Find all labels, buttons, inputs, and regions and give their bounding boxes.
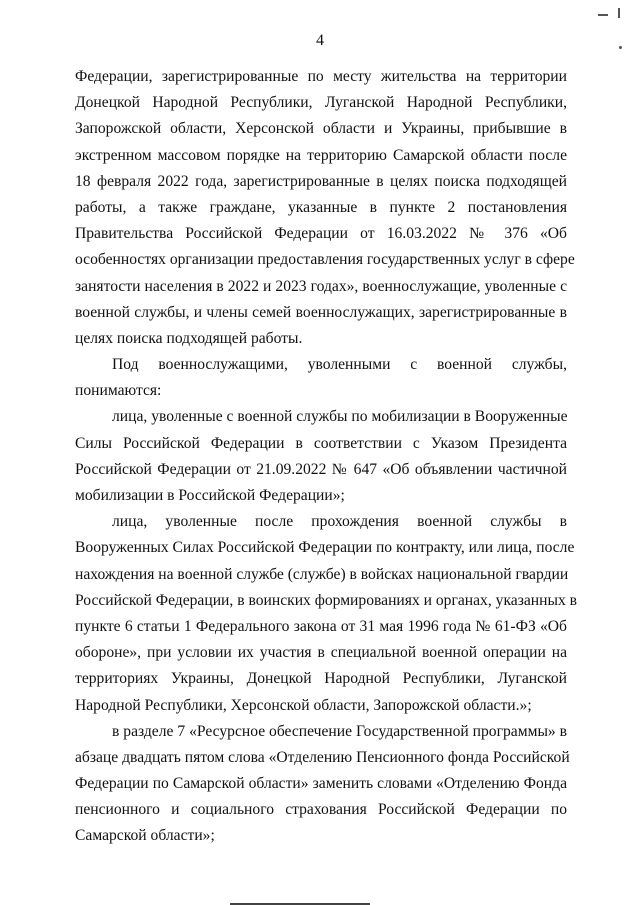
text-line: Российской Федерации, в воинских формированиях и органах, указанных в	[75, 591, 578, 609]
text-line: Российской Федерации от 21.09.2022 № 647 «Об объявлении частичной	[75, 460, 567, 478]
text-line: работы, а также граждане, указанные в пункте 2 постановления	[75, 198, 567, 216]
scan-artifact	[598, 14, 608, 16]
text-line: мобилизации в Российской Федерации»;	[75, 487, 345, 504]
text-line: нахождения на военной службе (службе) в войсках национальной гвардии	[75, 565, 569, 583]
text-line: территориях Украины, Донецкой Народной Республики, Луганской	[75, 670, 567, 688]
text-line: 18 февраля 2022 года, зарегистрированные в целях поиска подходящей	[75, 172, 567, 190]
document-body	[75, 64, 578, 850]
text-line: военной службы, и члены семей военнослужащих, зарегистрированные в	[75, 303, 567, 321]
text-line: Донецкой Народной Республики, Луганской Народной Республики,	[75, 94, 567, 112]
text-line: Народной Республики, Херсонской области, Запорожской области.»;	[75, 696, 532, 714]
text-line: Правительства Российской Федерации от 16.03.2022 № 376 «Об	[75, 225, 567, 243]
text-line: пункте 6 статьи 1 Федерального закона от 31 мая 1996 года № 61-ФЗ «Об	[75, 617, 567, 635]
text-line: Силы Российской Федерации в соответствии с Указом Президента	[75, 434, 567, 452]
text-line: абзаце двадцать пятом слова «Отделению Пенсионного фонда Российской	[75, 748, 570, 766]
text-line: лица, уволенные после прохождения военной службы в	[112, 513, 567, 531]
text-line: Самарской области»;	[75, 827, 215, 845]
text-line: Вооруженных Силах Российской Федерации по контракту, или лица, после	[75, 539, 575, 557]
text-line: экстренном массовом порядке на территорию Самарской области после	[75, 146, 567, 164]
text-line: понимаются:	[75, 382, 162, 400]
text-line: в разделе 7 «Ресурсное обеспечение Государственной программы» в	[112, 722, 567, 740]
text-line: особенностях организации предоставления государственных услуг в сфере	[75, 251, 575, 269]
text-line: Запорожской области, Херсонской области и Украины, прибывшие в	[75, 120, 567, 138]
text-line: целях поиска подходящей работы.	[75, 329, 303, 347]
text-line: лица, уволенные с военной службы по мобилизации в Вооруженные	[112, 408, 568, 426]
text-line: обороне», при условии их участия в специальной военной операции на	[75, 644, 567, 662]
text-line: Федерации, зарегистрированные по месту жительства на территории	[75, 68, 567, 85]
scan-artifact	[618, 8, 620, 18]
page-number: 4	[316, 32, 324, 49]
text-line: занятости населения в 2022 и 2023 годах», военнослужащие, уволенные с	[75, 277, 567, 295]
scan-artifact	[619, 46, 622, 49]
text-line: Федерации по Самарской области» заменить словами «Отделению Фонда	[75, 775, 567, 793]
text-line: пенсионного и социального страхования Российской Федерации по	[75, 801, 567, 819]
text-line: Под военнослужащими, уволенными с военной службы,	[112, 356, 567, 374]
